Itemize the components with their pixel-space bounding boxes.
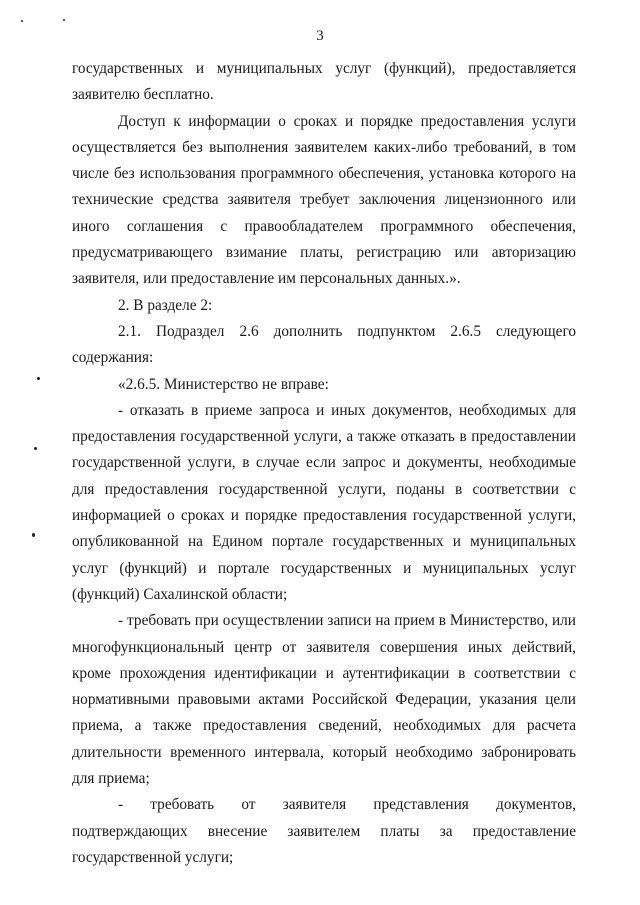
scan-speck — [21, 20, 23, 22]
paragraph: - требовать при осуществлении записи на прием в Министерство, или многофункциональный центр от заявителя совершения иных действий, кроме прохождения идентификации и аутентификации в соответствии с нормативными правовыми актами Российской Федерации, указания цели приема, а также предоставления сведений, необходимых для расчета длительности временного интервала, который необходимо забронировать для приема; — [72, 612, 576, 788]
paragraph: Доступ к информации о сроках и порядке предоставления услуги осуществляется без выполнения заявителем каких-либо требований, в том числе без использования программного обеспечения, установка которого на технические средства заявителя требует заключения лицензионного или иного соглашения с правообладателем программного обеспечения, предусматривающего взимание платы, регистрацию или авторизацию заявителя, или предоставление им персональных данных.». — [72, 112, 576, 288]
document-body — [72, 56, 576, 871]
paragraph: - требовать от заявителя представления документов, подтверждающих внесение заявителем платы за предоставление государственной услуги; — [72, 796, 576, 866]
paragraph: - отказать в приеме запроса и иных документов, необходимых для предоставления государственной услуги, а также отказать в предоставлении государственной услуги, в случае если запрос и документы, необходимые для предоставления государственной услуги, поданы в соответствии с информацией о сроках и порядке предоставления государственной услуги, опубликованной на Едином портале государственных и муниципальных услуг (функций) и портале государственных и муниципальных услуг (функций) Сахалинской области; — [72, 401, 576, 603]
paragraph: 2. В разделе 2: — [118, 296, 213, 314]
paragraph: 2.1. Подраздел 2.6 дополнить подпунктом 2.6.5 следующего содержания: — [72, 322, 576, 367]
scan-speck — [32, 533, 35, 537]
paragraph: государственных и муниципальных услуг (функций), предоставляется заявителю бесплатно. — [72, 60, 576, 104]
scan-speck — [37, 377, 40, 380]
scan-speck — [63, 19, 65, 21]
scan-speck — [34, 447, 37, 450]
page-number: 3 — [316, 28, 324, 44]
paragraph: «2.6.5. Министерство не вправе: — [118, 375, 329, 393]
